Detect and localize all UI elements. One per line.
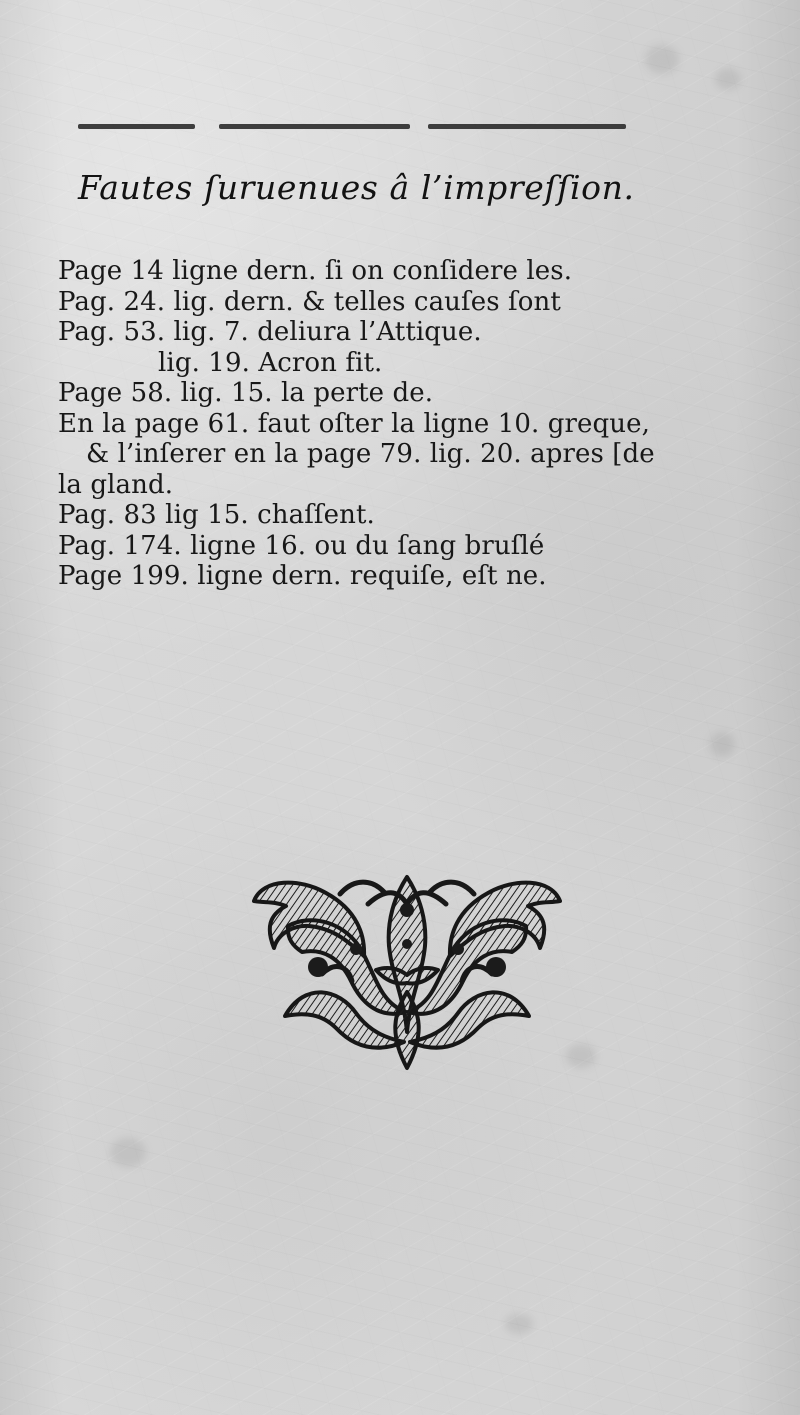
errata-line: Page 14 ligne dern. ſi on conſidere les. [58,256,573,286]
errata-line: Page 58. lig. 15. la perte de. [58,378,434,408]
errata-heading: Fautes ſuruenues â l’impreſſion. [78,168,635,207]
errata-list [58,256,678,592]
paper-stain [566,1044,596,1068]
paper-stain [715,68,741,90]
errata-line: En la page 61. faut oſter la ligne 10. greque, [58,408,650,439]
errata-line: Pag. 83 lig 15. chaſſent. [58,500,375,530]
decorative-rule-left [78,124,195,129]
decorative-rule-middle [219,124,410,129]
paper-stain [505,1314,533,1334]
errata-line: lig. 19. Acron fit. [158,347,383,378]
errata-line: Page 199. ligne dern. requiſe, eſt ne. [58,561,547,591]
errata-line: la gland. [58,469,174,500]
floral-tailpiece-icon [244,870,570,1076]
errata-line: & l’inſerer en la page 79. lig. 20. apres [de [86,439,655,469]
errata-line: Pag. 53. lig. 7. deliura l’Attique. [58,317,482,347]
paper-stain [710,732,735,757]
errata-line: Pag. 24. lig. dern. & telles cauſes ſont [58,286,561,317]
errata-line: Pag. 174. ligne 16. ou du ſang bruſlé [58,530,545,561]
paper-stain [110,1138,146,1167]
decorative-rule-right [428,124,626,129]
paper-stain [645,45,679,74]
